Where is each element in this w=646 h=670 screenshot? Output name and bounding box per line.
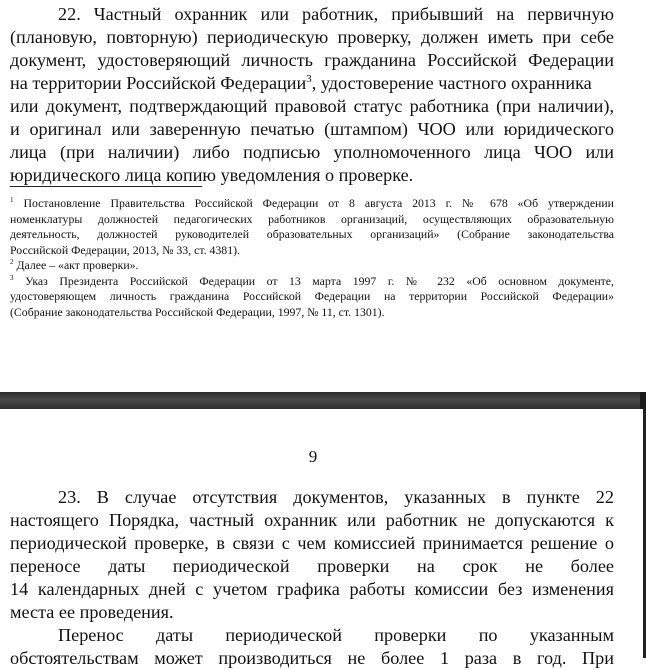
paragraph-23-line-1: 23. В случае отсутствия документов, указанных в пункте 22 — [58, 487, 614, 507]
paragraph-23-line-2: настоящего Порядка, частный охранник или работник не допускаются к — [10, 510, 614, 530]
footnote-1-line-1: $^1$ Постановление Правительства Российской Федерации от 8 августа 2013 г. № 678 «Об утверждении — [10, 196, 614, 210]
paragraph-22-line-7: лица (при наличии) либо подписью уполномоченного лица ЧОО или — [10, 142, 614, 162]
paragraph-22-line-4 — [10, 72, 614, 95]
footnote-3-line-1: $^3$ Указ Президента Российской Федерации от 13 марта 1997 г. № 232 «Об основном документе, — [10, 273, 614, 288]
footnote-ref-3: 3 — [306, 72, 312, 85]
paragraph-24-line-2: обстоятельствам может производиться не более 1 раза в год. При — [10, 648, 614, 668]
footnote-separator — [10, 186, 202, 187]
paragraph-22-line-4-tail: , удостоверение частного охранника — [311, 73, 592, 93]
footnote-1-marker: 1 — [10, 196, 14, 205]
footnote-1-line-4: Российской Федерации, 2013, № 33, ст. 4381). — [10, 242, 240, 257]
paragraph-23-line-6: места ее проведения. — [10, 602, 174, 622]
footnote-3-line-3: (Собрание законодательства Российской Федерации, 1997, № 11, ст. 1301). — [10, 304, 385, 319]
paragraph-23-line-4: переносе даты периодической проверки на срок не более — [10, 556, 614, 576]
paragraph-23-line-5: 14 календарных дней с учетом графика работы комиссии без изменения — [10, 579, 614, 599]
paragraph-24-line-1: Перенос даты периодической проверки по указанным — [58, 625, 614, 645]
page-number: 9 — [308, 447, 318, 466]
footnote-1-line-2: номенклатуры должностей педагогических работников организаций, осуществляющих образовательную — [10, 211, 614, 226]
page-break-divider — [0, 392, 646, 409]
paragraph-23-line-3: периодической проверке, в связи с чем комиссией принимается решение о — [10, 533, 614, 553]
footnote-3-marker: 3 — [10, 273, 14, 282]
paragraph-22-line-3: документ, удостоверяющий личность гражданина Российской Федерации — [10, 50, 614, 70]
paragraph-22-line-5: или документ, подтверждающий правовой статус работника (при наличии), — [10, 96, 614, 116]
footnote-2: $^2$ Далее – «акт проверки». — [10, 258, 139, 272]
paragraph-22-line-4-text: на территории Российской Федерации — [10, 73, 307, 93]
paragraph-22-line-6: и оригинал или заверенную печатью (штампом) ЧОО или юридического — [10, 119, 614, 139]
paragraph-22-line-2: (плановую, повторную) периодическую проверку, должен иметь при себе — [10, 27, 614, 47]
footnote-3-line-2: удостоверяющем личность гражданина Российской Федерации на территории Российской Федерации» — [10, 289, 614, 303]
footnote-1-line-3: деятельность, должностей руководителей образовательных организаций» (Собрание законодательства — [10, 227, 614, 241]
paragraph-22-line-1: 22. Частный охранник или работник, прибывший на первичную — [58, 4, 614, 24]
paragraph-22-line-8: юридического лица копию уведомления о проверке. — [10, 165, 414, 185]
footnote-2-marker: 2 — [10, 258, 14, 267]
